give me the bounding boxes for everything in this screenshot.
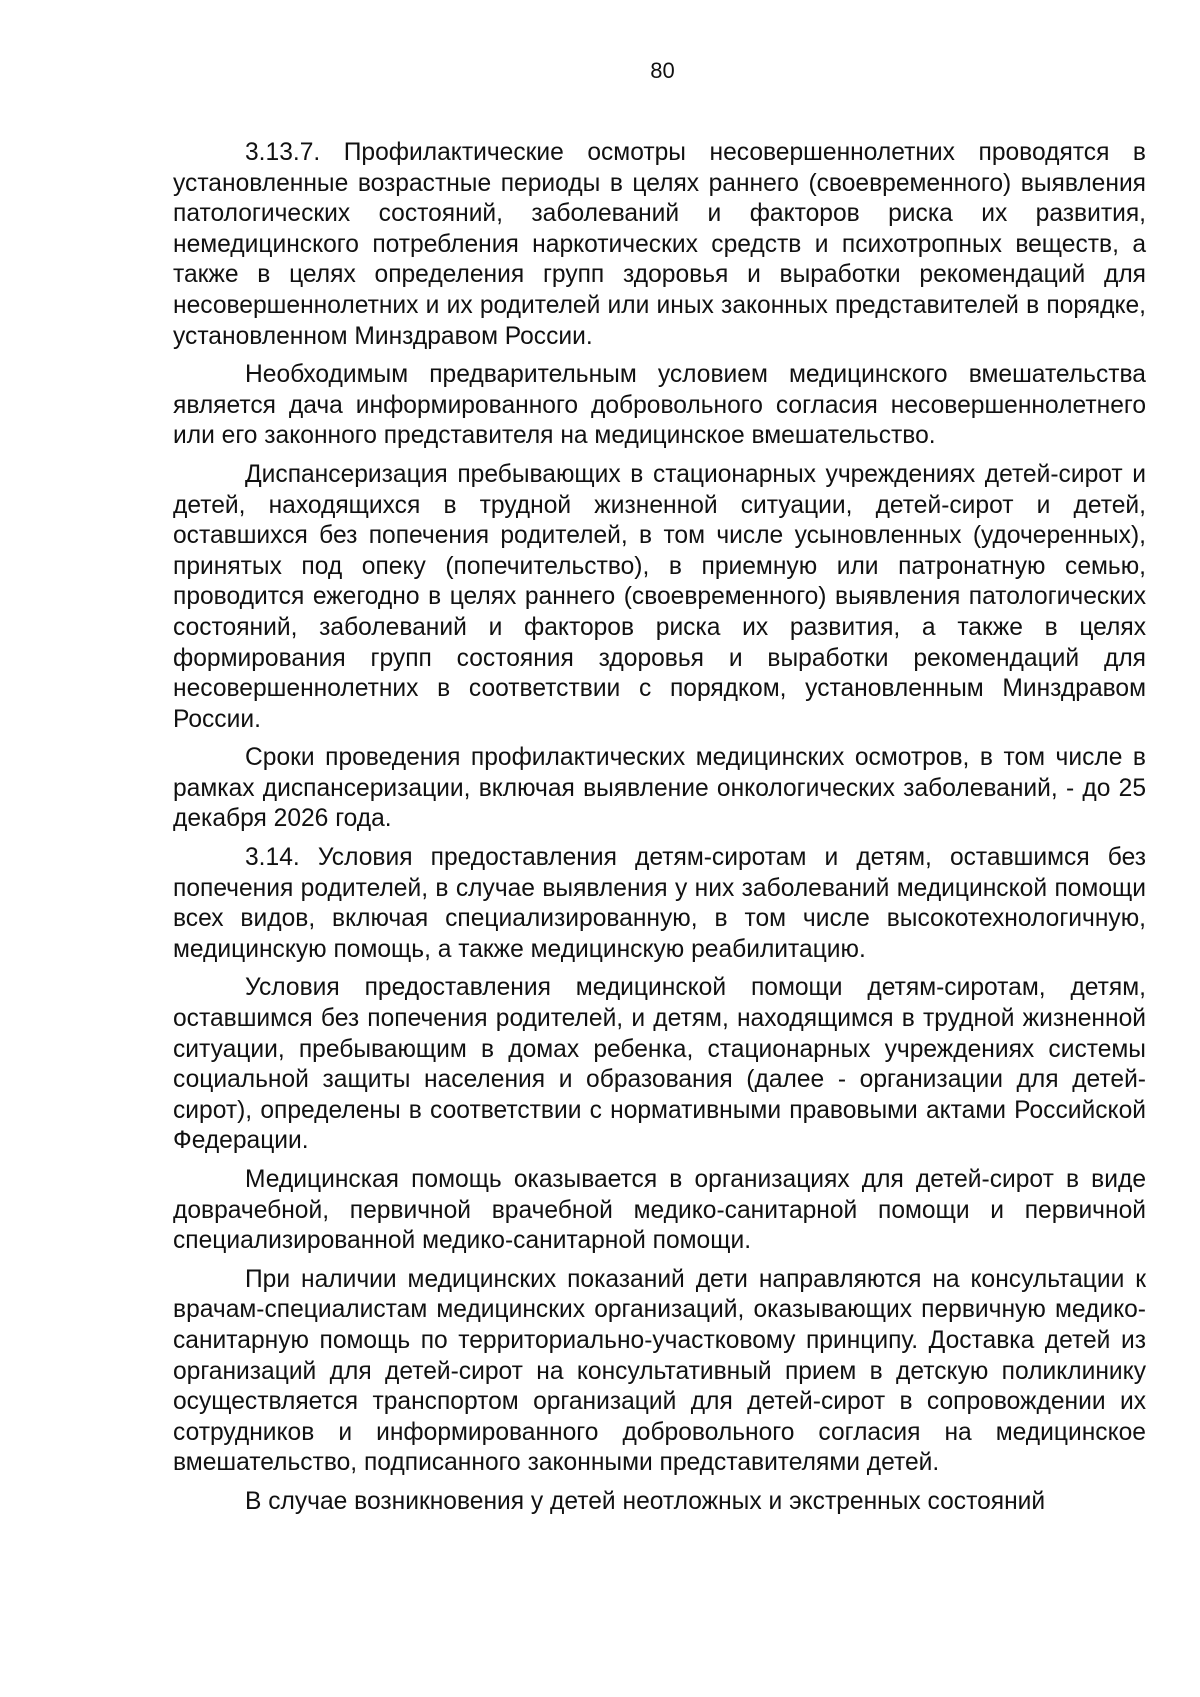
paragraph-care-conditions: Условия предоставления медицинской помощи детям-сиротам, детям, оставшимся без попечения родителей, и детям, находящимся в трудной жизненной ситуации, пребывающим в домах ребенка, стационарных учреждениях системы социальной защиты населения и образования (далее - организации для детей-сирот), определены в соответствии с нормативными правовыми актами Российской Федерации. xyxy=(173,974,1146,1155)
paragraph-dispensarization: Диспансеризация пребывающих в стационарных учреждениях детей-сирот и детей, находящихся в трудной жизненной ситуации, детей-сирот и детей, оставшихся без попечения родителей, в том числе усыновленных (удочеренных), принятых под опеку (попечительство), в приемную или патронатную семью, проводится ежегодно в целях раннего (своевременного) выявления патологических состояний, заболеваний и факторов риска их развития, а также в целях формирования групп состояния здоровья и выработки рекомендаций для несовершеннолетних в соответствии с порядком, установленным Минздравом России. xyxy=(173,460,1146,733)
paragraph-consent: Необходимым предварительным условием медицинского вмешательства является дача информированного добровольного согласия несовершеннолетнего или его законного представителя на медицинское вмешательство. xyxy=(173,361,1146,450)
document-body xyxy=(173,138,1146,1518)
paragraph-3-13-7: 3.13.7. Профилактические осмотры несовершеннолетних проводятся в установленные возрастные периоды в целях раннего (своевременного) выявления патологических состояний, заболеваний и факторов риска их развития, немедицинского потребления наркотических средств и психотропных веществ, а также в целях определения групп здоровья и выработки рекомендаций для несовершеннолетних и их родителей или иных законных представителей в порядке, установленном Минздравом России. xyxy=(173,139,1146,350)
paragraph-deadlines: Сроки проведения профилактических медицинских осмотров, в том числе в рамках диспансеризации, включая выявление онкологических заболеваний, - до 25 декабря 2026 года. xyxy=(173,744,1146,833)
paragraph-3-14: 3.14. Условия предоставления детям-сиротам и детям, оставшимся без попечения родителей, в случае выявления у них заболеваний медицинской помощи всех видов, включая специализированную, в том числе высокотехнологичную, медицинскую помощь, а также медицинскую реабилитацию. xyxy=(173,844,1146,963)
paragraph-care-types: Медицинская помощь оказывается в организациях для детей-сирот в виде доврачебной, первичной врачебной медико-санитарной помощи и первичной специализированной медико-санитарной помощи. xyxy=(173,1166,1146,1255)
page-number: 80 xyxy=(650,58,675,83)
paragraph-consultations: При наличии медицинских показаний дети направляются на консультации к врачам-специалистам медицинских организаций, оказывающих первичную медико-санитарную помощь по территориально-участковому принципу. Доставка детей из организаций для детей-сирот на консультативный прием в детскую поликлинику осуществляется транспортом организаций для детей-сирот в сопровождении их сотрудников и информированного добровольного согласия на медицинское вмешательство, подписанного законными представителями детей. xyxy=(173,1265,1146,1477)
paragraph-emergency: В случае возникновения у детей неотложных и экстренных состояний xyxy=(245,1487,1046,1515)
